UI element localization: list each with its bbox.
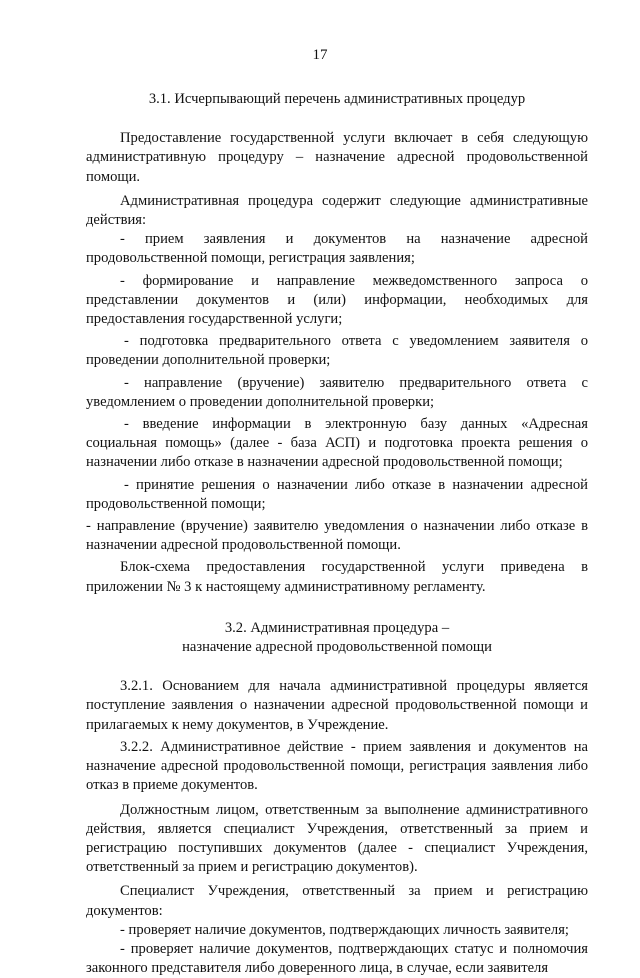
section-3-2-heading-line1: 3.2. Административная процедура – bbox=[224, 619, 450, 636]
paragraph-3-2-1: 3.2.1. Основанием для начала административной процедуры является поступление заявления о назначении адресной продовольственной помощи и прилагаемых к нему документов, в Учреждение. bbox=[86, 678, 588, 733]
section-3-2-heading-line2: назначение адресной продовольственной помощи bbox=[182, 639, 492, 656]
paragraph-actions-intro: Административная процедура содержит следующие административные действия: bbox=[86, 192, 588, 229]
list-item: - формирование и направление межведомственного запроса о представлении документов и (или) информации, необходимых для предоставления государственной услуги; bbox=[86, 272, 588, 328]
list-item: - принятие решения о назначении либо отказе в назначении адресной продовольственной помощи; bbox=[86, 476, 588, 512]
list-item: - подготовка предварительного ответа с уведомлением заявителя о проведении дополнительной проверки; bbox=[86, 333, 588, 369]
paragraph-responsible: Должностным лицом, ответственным за выполнение административного действия, является специалист Учреждения, ответственный за прием и регистрацию поступивших документов (далее - специалист Учреждения, ответственный за прием и регистрацию документов). bbox=[86, 801, 588, 876]
list-item: - направление (вручение) заявителю уведомления о назначении либо отказе в назначении адресной продовольственной помощи. bbox=[86, 518, 588, 554]
page-content bbox=[86, 90, 588, 978]
list-item: - прием заявления и документов на назначение адресной продовольственной помощи, регистрация заявления; bbox=[86, 231, 588, 267]
paragraph-scheme-note: Блок-схема предоставления государственной услуги приведена в приложении № 3 к настоящему административному регламенту. bbox=[86, 559, 588, 595]
list-item: - введение информации в электронную базу данных «Адресная социальная помощь» (далее - база АСП) и подготовка проекта решения о назначении либо отказе в назначении адресной продовольственной помощи; bbox=[86, 416, 588, 471]
list-item: - проверяет наличие документов, подтверждающих личность заявителя; bbox=[120, 921, 569, 938]
list-item: - проверяет наличие документов, подтверждающих статус и полномочия законного представителя либо доверенного лица, в случае, если заявителя bbox=[86, 940, 588, 977]
page-number: 17 bbox=[312, 47, 328, 63]
list-item: - направление (вручение) заявителю предварительного ответа с уведомлением о проведении дополнительной проверки; bbox=[86, 374, 588, 410]
paragraph-specialist: Специалист Учреждения, ответственный за прием и регистрацию документов: bbox=[86, 883, 588, 919]
section-3-2-heading bbox=[86, 619, 588, 657]
paragraph-3-2-2: 3.2.2. Административное действие - прием заявления и документов на назначение адресной продовольственной помощи, регистрация заявления либо отказ в приеме документов. bbox=[86, 738, 588, 794]
paragraph-intro: Предоставление государственной услуги включает в себя следующую административную процедуру – назначение адресной продовольственной помощи. bbox=[86, 130, 588, 185]
section-3-1-heading: 3.1. Исчерпывающий перечень административных процедур bbox=[148, 91, 526, 107]
